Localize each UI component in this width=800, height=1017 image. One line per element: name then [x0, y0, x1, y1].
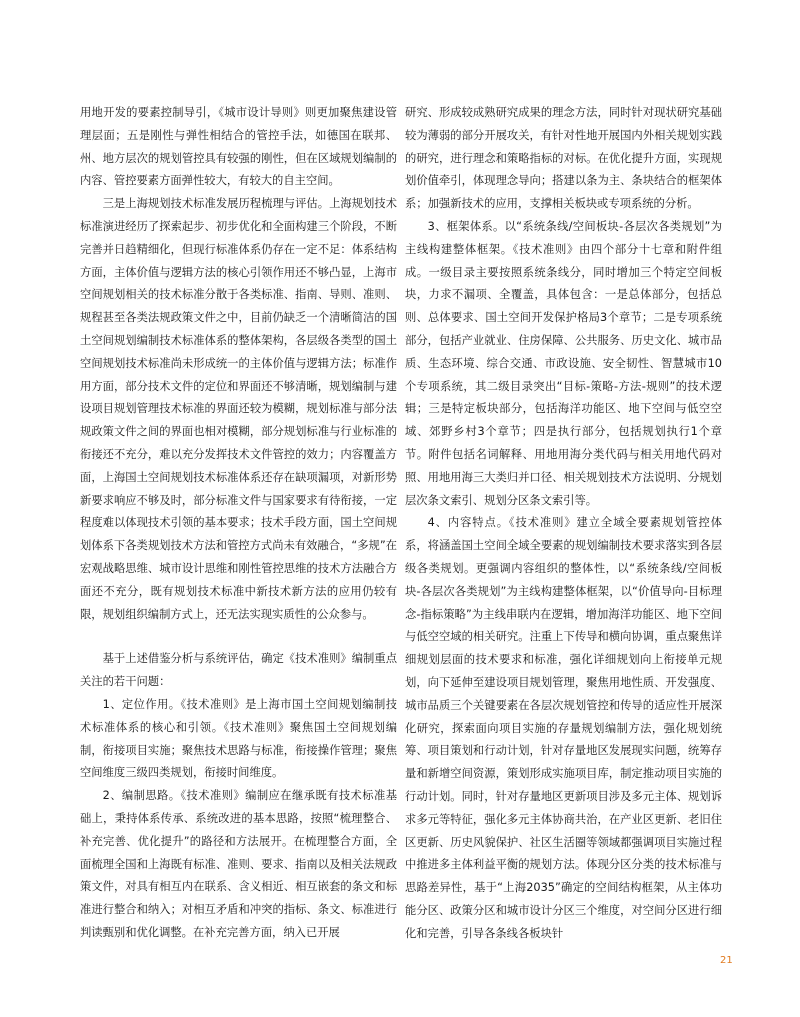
- right-column: [405, 102, 722, 945]
- paragraph: 1、定位作用。《技术准则》是上海市国土空间规划编制技术标准体系的核心和引领。《技术准则》聚焦国土空间规划编制，衔接项目实施；聚焦技术思路与标准，衔接操作管理；聚焦空间维度三级四类规划，衔接时间维度。: [80, 697, 397, 780]
- paragraph: 4、内容特点。《技术准则》建立全域全要素规划管控体系，将涵盖国土空间全域全要素的规划编制技术要求落实到各层级各类规划。更强调内容组织的整体性，以“系统条线/空间板块-各层次各类规划”为主线构建整体框架，以“价值导向-目标理念-指标策略”为主线串联内在逻辑，增加海洋功能区、地下空间与低空空域的相关研究。注重上下传导和横向协调，重点聚焦详细规划层面的技术要求和标准，强化详细规划向上衔接单元规划，向下延伸至建设项目规划管理，聚焦用地性质、开发强度、城市品质三个关键要素在各层次规划管控和传导的适应性开展深化研究，探索面向项目实施的存量规划编制方法，强化规划统筹、项目策划和行动计划，针对存量地区发展现实问题，统筹存量和新增空间资源，策划形成实施项目库，制定推动项目实施的行动计划。同时，针对存量地区更新项目涉及多元主体、规划诉求多元等特征，强化多元主体协商共治，在产业区更新、老旧住区更新、历史风貌保护、社区生活圈等领域都强调项目实施过程中推进多主体利益平衡的规划方法。体现分区分类的技术标准与思路差异性，基于“上海2035”确定的空间结构框架，从主体功能分区、政策分区和城市设计分区三个维度，对空间分区进行细化和完善，引导各条线各板块针: [405, 516, 722, 940]
- page-number: 21: [720, 955, 733, 966]
- paragraph: 基于上述借鉴分析与系统评估，确定《技术准则》编制重点关注的若干问题：: [80, 652, 397, 689]
- paragraph: 三是上海规划技术标准发展历程梳理与评估。上海规划技术标准演进经历了探索起步、初步优化和全面构建三个阶段，不断完善并日趋精细化，但现行标准体系仍存在一定不足：体系结构方面，主体价值与逻辑方法的核心引领作用还不够凸显，上海市空间规划相关的技术标准分散于各类标准、指南、导则、准则、规程甚至各类法规政策文件之中，目前仍缺乏一个清晰简洁的国土空间规划编制技术标准体系的整体架构，各层级各类型的国土空间规划技术标准尚未形成统一的主体价值与逻辑方法；标准作用方面，部分技术文件的定位和界面还不够清晰，规划编制与建设项目规划管理技术标准的界面还较为模糊，规划标准与部分法规政策文件之间的界面也相对模糊，部分规划标准与行业标准的衔接还不充分，难以充分发挥技术文件管控的效力；内容覆盖方面，上海国土空间规划技术标准体系还存在缺项漏项，对新形势新要求响应不够及时，部分标准文件与国家要求有待衔接，一定程度难以体现技术引领的基本要求；技术手段方面，国土空间规划体系下各类规划技术方法和管控方式尚未有效融合，“多规”在宏观战略思维、城市设计思维和刚性管控思维的技术方法融合方面还不充分，既有规划技术标准中新技术新方法的应用仍较有限，规划组织编制方式上，还无法实现实质性的公众参与。: [80, 197, 397, 621]
- paragraph: 3、框架体系。以“系统条线/空间板块-各层次各类规划”为主线构建整体框架。《技术准则》由四个部分十七章和附件组成。一级目录主要按照系统条线分，同时增加三个特定空间板块，力求不漏项、全覆盖，具体包含：一是总体部分，包括总则、总体要求、国土空间开发保护格局3个章节；二是专项系统部分，包括产业就业、住房保障、公共服务、历史文化、城市品质、生态环境、综合交通、市政设施、安全韧性、智慧城市10个专项系统，其二级目录突出“目标-策略-方法-规则”的技术逻辑；三是特定板块部分，包括海洋功能区、地下空间与低空空域、郊野乡村3个章节；四是执行部分，包括规划执行1个章节。附件包括名词解释、用地用海分类代码与相关用地代码对照、用地用海三大类归并口径、相关规划技术方法说明、分规划层次条文索引、规划分区条文索引等。: [405, 219, 722, 507]
- paragraph: 用地开发的要素控制导引，《城市设计导则》则更加聚焦建设管理层面；五是刚性与弹性相结合的管控手法，如德国在联邦、州、地方层次的规划管控具有较强的刚性，但在区域规划编制的内容、管控要素方面弹性较大，有较大的自主空间。: [80, 106, 397, 188]
- paragraph: 2、编制思路。《技术准则》编制应在继承既有技术标准基础上，秉持体系传承、系统改进的基本思路，按照“梳理整合、补充完善、优化提升”的路径和方法展开。在梳理整合方面，全面梳理全国和上海既有标准、准则、要求、指南以及相关法规政策文件，对具有相互内在联系、含义相近、相互嵌套的条文和标准进行整合和纳入；对相互矛盾和冲突的指标、条文、标准进行判读甄别和优化调整。在补充完善方面，纳入已开展: [80, 789, 397, 939]
- paragraph: 研究、形成较成熟研究成果的理念方法，同时针对现状研究基础较为薄弱的部分开展攻关，有针对性地开展国内外相关规划实践的研究，进行理念和策略指标的对标。在优化提升方面，实现规划价值牵引，体现理念导向；搭建以条为主、条块结合的框架体系；加强新技术的应用，支撑相关板块或专项系统的分析。: [405, 106, 722, 211]
- left-column: [80, 102, 397, 945]
